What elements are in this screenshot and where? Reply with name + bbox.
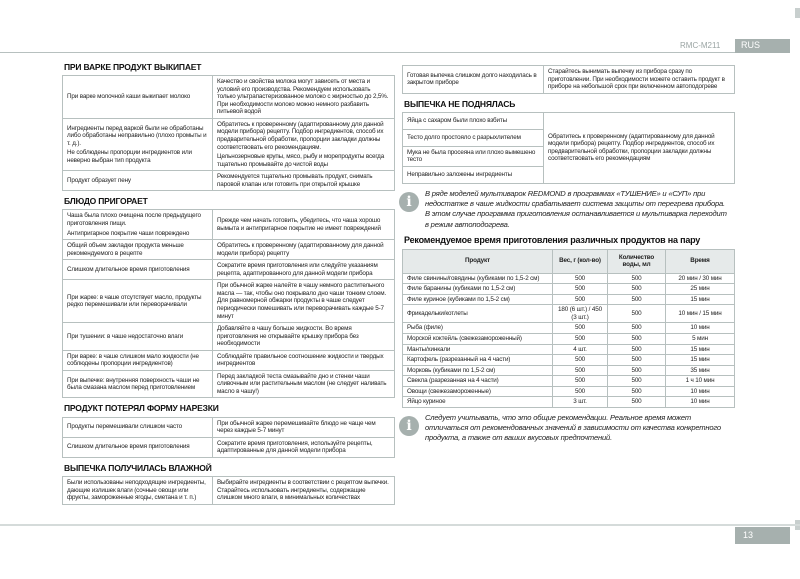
product-cell: Филе свинины/говядины (кубиками по 1,5-2 см)	[403, 273, 553, 284]
water-cell: 500	[608, 355, 666, 366]
solution-text: Качество и свойства молока могут зависеть от места и условий его производства. Рекомендуем использовать только ультрапастеризованное молоко с жирностью до 2,5%. При необходимости молоко можно немного разбавить питьевой водой	[217, 78, 389, 116]
weight-cell: 180 (6 шт.) / 450 (3 шт.)	[553, 305, 608, 323]
steam-table-row	[403, 397, 735, 408]
weight-cell: 500	[553, 284, 608, 295]
cause-text: Продукты перемешивали слишком часто	[67, 423, 183, 431]
time-cell: 15 мин	[666, 355, 735, 366]
solution-text: Соблюдайте правильное соотношение жидкости и твердых ингредиентов	[217, 352, 384, 368]
product-cell: Яйцо куриное	[403, 397, 553, 408]
cause-cell	[63, 171, 213, 191]
cause-text: Слишком длительное время приготовления	[67, 265, 190, 273]
edge-marker	[795, 8, 800, 18]
solution-text: Прежде чем начать готовить, убедитесь, что чаша хорошо вымыта и антипригарное покрытие не имеет повреждений	[217, 217, 381, 232]
time-cell: 10 мин	[666, 397, 735, 408]
product-cell: Рыба (филе)	[403, 323, 553, 334]
water-cell: 500	[608, 344, 666, 355]
solution-text: При обычной жарке перемешивайте блюдо не чаще чем через каждые 5-7 минут	[217, 419, 376, 435]
col-time: Время	[666, 249, 735, 273]
troubleshooting-table	[62, 417, 395, 458]
weight-cell: 500	[553, 365, 608, 376]
weight-cell: 500	[553, 294, 608, 305]
solution-cell	[213, 350, 395, 370]
solution-cell	[213, 437, 395, 457]
info-icon: i	[399, 416, 419, 436]
cause-cell	[63, 118, 213, 170]
table-row	[63, 210, 395, 240]
section-title: ВЫПЕЧКА НЕ ПОДНЯЛАСЬ	[404, 98, 516, 109]
cause-text: Слишком длительное время приготовления	[67, 443, 190, 451]
steam-table-header	[403, 249, 735, 273]
water-cell: 500	[608, 386, 666, 397]
cause-text: Антипригарное покрытие чаши повреждено	[67, 229, 190, 237]
time-cell: 20 мин / 30 мин	[666, 273, 735, 284]
water-cell: 500	[608, 284, 666, 295]
right-column	[402, 65, 735, 447]
water-cell: 500	[608, 397, 666, 408]
cause-text: Были использованы неподходящие ингредиенты, дающие излишек влаги (сочные овощи или фрукты, замороженные ягоды, сметана и т. п.)	[67, 478, 206, 502]
section-title: БЛЮДО ПРИГОРАЕТ	[64, 196, 148, 207]
product-cell: Морской коктейль (свежезамороженный)	[403, 334, 553, 345]
table-row	[63, 171, 395, 191]
weight-cell: 500	[553, 386, 608, 397]
cause-text: При варке молочной каши выкипает молоко	[67, 93, 191, 101]
steam-table-row	[403, 323, 735, 334]
cause-cell	[63, 280, 213, 323]
page-number: 13	[735, 527, 790, 544]
water-cell: 500	[608, 334, 666, 345]
weight-cell: 500	[553, 323, 608, 334]
cause-text: При тушении: в чаше недостаточно влаги	[67, 332, 184, 340]
info-note-overheat: В ряде моделей мультиварок REDMOND в программах «ТУШЕНИЕ» и «СУП» при недостатке в чаше жидкости срабатывает система защиты от перегрева прибора. В этом случае программа приготовления останавливается и мультиварка переходит в режим автоподогрева.	[425, 188, 727, 229]
solution-cell	[213, 240, 395, 260]
solution-text: Обратитесь к проверенному (адаптированному для данной модели прибора) рецепту	[217, 242, 384, 257]
steam-table-row	[403, 386, 735, 397]
time-cell: 25 мин	[666, 284, 735, 295]
col-weight: Вес, г (кол-во)	[553, 249, 608, 273]
table-row	[63, 240, 395, 260]
solution-cell	[544, 66, 735, 94]
time-cell: 5 мин	[666, 334, 735, 345]
water-cell: 500	[608, 365, 666, 376]
cause-cell	[63, 437, 213, 457]
cause-text: Чаша была плохо очищена после предыдущего приготовления пищи.	[67, 212, 201, 228]
steam-table-row	[403, 273, 735, 284]
solution-cell	[213, 323, 395, 351]
weight-cell: 3 шт.	[553, 397, 608, 408]
section-title: ВЫПЕЧКА ПОЛУЧИЛАСЬ ВЛАЖНОЙ	[64, 462, 212, 473]
solution-cell	[213, 476, 395, 504]
table-row	[63, 118, 395, 170]
table-row	[63, 76, 395, 119]
product-cell: Свекла (разрезанная на 4 части)	[403, 376, 553, 387]
water-cell: 500	[608, 273, 666, 284]
product-cell: Филе баранины (кубиками по 1,5-2 см)	[403, 284, 553, 295]
steam-table-row	[403, 376, 735, 387]
weight-cell: 4 шт.	[553, 344, 608, 355]
cause-text: При жарке: в чаше отсутствует масло, продукты редко перемешивали или переворачивали	[67, 293, 202, 309]
solution-text: Обратитесь к проверенному (адаптированному для данной модели прибора) рецепту. Подбор ингредиентов, способ их предварительной обработки, пропорции закладки должны соответствовать его рекомендациям.	[217, 120, 384, 151]
steam-table-row	[403, 365, 735, 376]
cause-text: Общий объем закладки продукта меньше рекомендуемого в рецепте	[67, 242, 184, 257]
cause-text: Готовая выпечка слишком долго находилась в закрытом приборе	[407, 71, 537, 87]
solution-cell	[213, 260, 395, 280]
product-cell: Картофель (разрезанный на 4 части)	[403, 355, 553, 366]
col-product: Продукт	[403, 249, 553, 273]
cause-cell	[403, 66, 544, 94]
solution-cell	[213, 370, 395, 398]
solution-cell	[213, 118, 395, 170]
solution-text: Выбирайте ингредиенты в соответствии с рецептом выпечки. Старайтесь использовать ингредиенты, содержащие слишком много влаги, в минимальных количествах	[217, 478, 389, 502]
time-cell: 1 ч 10 мин	[666, 376, 735, 387]
weight-cell: 500	[553, 376, 608, 387]
language-badge: RUS	[735, 39, 790, 53]
troubleshooting-table	[402, 65, 735, 94]
steam-table-row	[403, 284, 735, 295]
solution-cell: Обратитесь к проверенному (адаптированному для данной модели прибора) рецепту. Подбор ингредиентов, способ их предварительной обработки, пропорции закладки должны соответствовать его рекомендациям	[544, 112, 735, 183]
table-row	[63, 370, 395, 398]
info-note-general-block	[399, 413, 733, 444]
product-cell: Фрикадельки/котлеты	[403, 305, 553, 323]
time-cell: 10 мин / 15 мин	[666, 305, 735, 323]
table-row	[403, 66, 735, 94]
product-cell: Морковь (кубиками по 1,5-2 см)	[403, 365, 553, 376]
product-cell: Овощи (свежезамороженные)	[403, 386, 553, 397]
cause-text: Не соблюдены пропорции ингредиентов или неверно выбран тип продукта	[67, 149, 192, 164]
water-cell: 500	[608, 376, 666, 387]
solution-text: Сократите время приготовления или следуйте указаниям рецепта, адаптированного для данной модели прибора	[217, 262, 378, 277]
cause-cell	[63, 417, 213, 437]
table-row	[63, 476, 395, 504]
steam-table-row	[403, 355, 735, 366]
table-row	[63, 437, 395, 457]
cause-cell	[63, 350, 213, 370]
section-title: ПРИ ВАРКЕ ПРОДУКТ ВЫКИПАЕТ	[64, 62, 202, 72]
solution-text: Сократите время приготовления, используйте рецепты, адаптированные для данной модели прибора	[217, 439, 373, 455]
header-rule	[0, 52, 735, 53]
table-row	[63, 417, 395, 437]
table-row	[63, 260, 395, 280]
weight-cell: 500	[553, 334, 608, 345]
cause-cell: Неправильно заложены ингредиенты	[403, 166, 544, 183]
footer-rule	[0, 524, 800, 526]
time-cell: 35 мин	[666, 365, 735, 376]
info-note-general: Следует учитывать, что это общие рекомендации. Реальное время может отличаться от рекомендованных значений в зависимости от качества конкретного продукта, а также от ваших вкусовых предпочтений.	[425, 412, 721, 443]
steam-table-row	[403, 334, 735, 345]
solution-cell	[213, 417, 395, 437]
cause-text: При варке: в чаше слишком мало жидкости (не соблюдены пропорции ингредиентов)	[67, 352, 199, 368]
steam-table-row	[403, 294, 735, 305]
solution-cell	[213, 171, 395, 191]
model-label: RMC-M211	[680, 41, 721, 50]
cause-cell	[63, 240, 213, 260]
cause-text: Продукт образует пену	[67, 176, 131, 184]
solution-text: Цельнозерновые крупы, мясо, рыбу и морепродукты всегда тщательно промывайте до чистой воды	[217, 153, 385, 168]
info-icon: i	[399, 192, 419, 212]
troubleshooting-table	[62, 209, 395, 398]
time-cell: 15 мин	[666, 294, 735, 305]
cause-text: Ингредиенты перед варкой были не обработаны либо обработаны неправильно (плохо промыты и т. д.).	[67, 124, 207, 147]
steam-table-title: Рекомендуемое время приготовления различных продуктов на пару	[404, 234, 701, 245]
solution-text: Старайтесь вынимать выпечку из прибора сразу по приготовлении. При необходимости можете оставить продукт в приборе на небольшой срок при включенном автоподогреве	[548, 68, 725, 91]
cause-cell	[63, 476, 213, 504]
solution-cell	[213, 210, 395, 240]
troubleshooting-table	[62, 476, 395, 505]
cause-cell	[63, 210, 213, 240]
water-cell: 500	[608, 323, 666, 334]
weight-cell: 500	[553, 273, 608, 284]
solution-text: Рекомендуется тщательно промывать продукт, снимать паровой клапан или готовить при открытой крышке	[217, 173, 373, 188]
info-note-overheat-block	[399, 189, 733, 230]
troubleshooting-table	[402, 112, 735, 184]
time-cell: 10 мин	[666, 386, 735, 397]
table-row	[63, 280, 395, 323]
solution-cell	[213, 280, 395, 323]
cause-cell: Яйца с сахаром были плохо взбиты	[403, 112, 544, 129]
solution-text: При обычной жарке налейте в чашу немного растительного масла — так, чтобы оно покрывало дно чаши тонким слоем. Для равномерной обжарки продукты в чаше следует периодически помешивать или переворачивать каждые 5-7 минут	[217, 282, 387, 320]
time-cell: 10 мин	[666, 323, 735, 334]
weight-cell: 500	[553, 355, 608, 366]
steam-table-row	[403, 305, 735, 323]
section-title: ПРОДУКТ ПОТЕРЯЛ ФОРМУ НАРЕЗКИ	[64, 403, 219, 414]
left-column	[62, 62, 395, 505]
table-row	[63, 350, 395, 370]
cause-cell	[63, 76, 213, 119]
cause-cell: Мука не была просеяна или плохо вымешено тесто	[403, 146, 544, 166]
table-row	[63, 323, 395, 351]
water-cell: 500	[608, 305, 666, 323]
cause-cell	[63, 260, 213, 280]
solution-text: Перед закладкой теста смазывайте дно и стенки чаши сливочным или растительным маслом (не следует наливать масло в чашу!)	[217, 372, 387, 395]
cause-text: При выпечке: внутренняя поверхность чаши не была смазана маслом перед приготовлением	[67, 376, 200, 392]
solution-cell	[213, 76, 395, 119]
product-cell: Филе куриное (кубиками по 1,5-2 см)	[403, 294, 553, 305]
water-cell: 500	[608, 294, 666, 305]
steam-table	[402, 249, 735, 408]
product-cell: Манты/хинкали	[403, 344, 553, 355]
col-water: Количество воды, мл	[608, 249, 666, 273]
time-cell: 15 мин	[666, 344, 735, 355]
solution-text: Добавляйте в чашу больше жидкости. Во время приготовления не открывайте крышку прибора без необходимости	[217, 325, 359, 348]
troubleshooting-table	[62, 75, 395, 191]
steam-table-row	[403, 344, 735, 355]
cause-cell: Тесто долго простояло с разрыхлителем	[403, 129, 544, 146]
cause-cell	[63, 370, 213, 398]
cause-cell	[63, 323, 213, 351]
table-row	[403, 112, 735, 129]
